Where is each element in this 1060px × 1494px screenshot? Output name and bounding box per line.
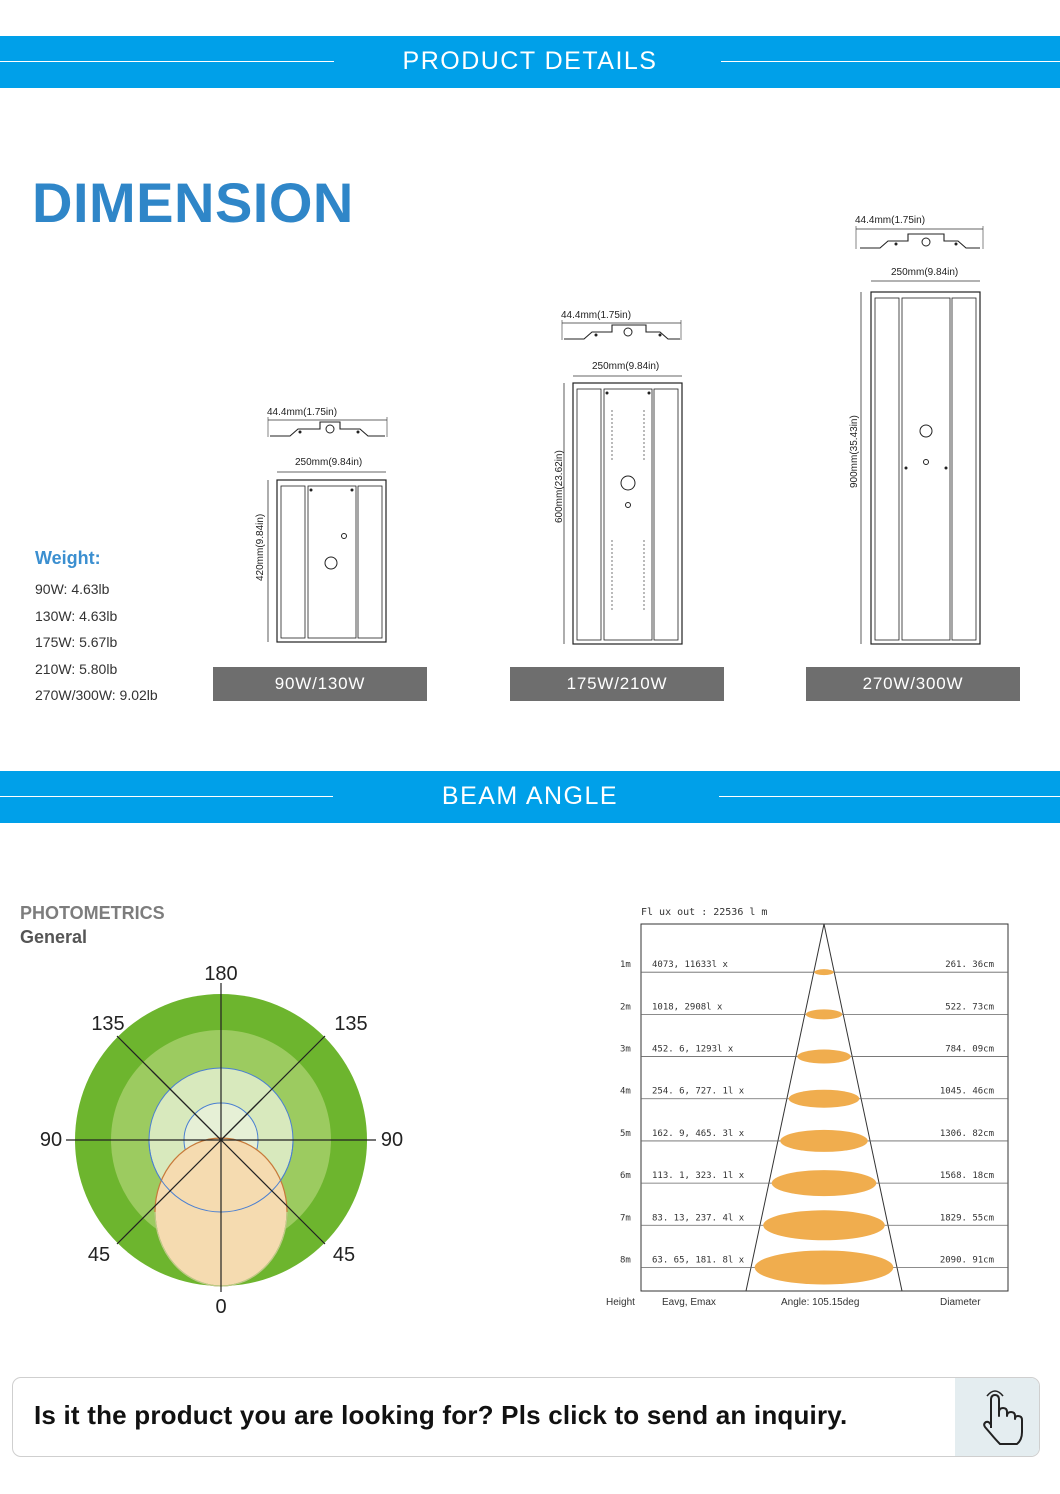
inquiry-button[interactable] bbox=[955, 1378, 1039, 1456]
row-diameter: 784. 09cm bbox=[945, 1044, 994, 1055]
weight-title: Weight: bbox=[35, 548, 101, 568]
flux-label: Fl ux out : 22536 l m bbox=[641, 907, 768, 918]
row-diameter: 1829. 55cm bbox=[939, 1213, 994, 1224]
row-height: 5m bbox=[620, 1128, 631, 1139]
row-diameter: 1568. 18cm bbox=[939, 1171, 994, 1182]
width-label-1: 250mm(9.84in) bbox=[295, 457, 363, 468]
width-label-2: 250mm(9.84in) bbox=[592, 361, 660, 372]
beam-spot bbox=[814, 969, 833, 975]
polar-label-lower-left: 45 bbox=[87, 1244, 111, 1266]
weight-item: 175W: 5.67lb bbox=[35, 634, 118, 650]
row-height: 8m bbox=[620, 1255, 631, 1266]
row-height: 2m bbox=[620, 1002, 631, 1013]
wattage-button-175-210[interactable]: 175W/210W bbox=[510, 667, 724, 701]
row-diameter: 522. 73cm bbox=[945, 1002, 994, 1013]
footer-angle: Angle: 105.15deg bbox=[781, 1297, 860, 1308]
polar-label-upper-right: 135 bbox=[334, 1013, 368, 1035]
beam-spot bbox=[806, 1009, 842, 1019]
row-height: 6m bbox=[620, 1171, 631, 1182]
beam-spot bbox=[797, 1050, 851, 1064]
banner-title: PRODUCT DETAILS bbox=[402, 47, 658, 75]
dimension-heading: DIMENSION bbox=[32, 171, 354, 234]
row-values: 1018, 2908l x bbox=[652, 1002, 723, 1013]
beam-spot bbox=[772, 1170, 877, 1196]
beam-spot bbox=[763, 1210, 885, 1240]
polar-label-right: 90 bbox=[380, 1129, 404, 1151]
hand-pointer-icon[interactable] bbox=[955, 1378, 1039, 1456]
beam-spot bbox=[789, 1090, 860, 1108]
photometrics-title: PHOTOMETRICS bbox=[20, 903, 165, 923]
thickness-label-1: 44.4mm(1.75in) bbox=[267, 407, 338, 418]
polar-label-top: 180 bbox=[204, 963, 238, 985]
row-diameter: 261. 36cm bbox=[945, 960, 994, 971]
row-values: 4073, 11633l x bbox=[652, 960, 728, 971]
polar-label-bottom: 0 bbox=[215, 1296, 227, 1318]
wattage-button-270-300[interactable]: 270W/300W bbox=[806, 667, 1020, 701]
photometrics-subtitle: General bbox=[20, 927, 88, 947]
row-diameter: 1306. 82cm bbox=[939, 1128, 994, 1139]
weight-item: 90W: 4.63lb bbox=[35, 581, 110, 597]
row-diameter: 2090. 91cm bbox=[939, 1255, 994, 1266]
row-height: 3m bbox=[620, 1044, 631, 1055]
row-values: 63. 65, 181. 8l x bbox=[652, 1255, 745, 1266]
height-label-3: 900mm(35.43in) bbox=[849, 415, 860, 488]
row-values: 113. 1, 323. 1l x bbox=[652, 1171, 745, 1182]
polar-label-left: 90 bbox=[39, 1129, 63, 1151]
beam-spot bbox=[780, 1130, 868, 1152]
weight-item: 210W: 5.80lb bbox=[35, 660, 118, 677]
footer-diameter: Diameter bbox=[940, 1297, 981, 1308]
row-height: 7m bbox=[620, 1213, 631, 1224]
row-height: 1m bbox=[620, 960, 631, 971]
height-label-1: 420mm(9.84in) bbox=[255, 513, 266, 581]
banner-title: BEAM ANGLE bbox=[441, 782, 619, 810]
thickness-label-2: 44.4mm(1.75in) bbox=[561, 310, 632, 321]
weight-item: 130W: 4.63lb bbox=[35, 607, 118, 624]
row-height: 4m bbox=[620, 1086, 631, 1097]
row-values: 162. 9, 465. 3l x bbox=[652, 1128, 745, 1139]
polar-label-lower-right: 45 bbox=[332, 1244, 356, 1266]
footer-height: Height bbox=[606, 1297, 635, 1308]
width-label-3: 250mm(9.84in) bbox=[891, 267, 959, 278]
inquiry-bar[interactable] bbox=[12, 1377, 1040, 1457]
thickness-label-3: 44.4mm(1.75in) bbox=[855, 215, 926, 226]
height-label-2: 600mm(23.62in) bbox=[554, 450, 565, 523]
inquiry-text[interactable]: Is it the product you are looking for? Pls click to send an inquiry. bbox=[34, 1400, 848, 1430]
polar-label-upper-left: 135 bbox=[91, 1013, 125, 1035]
weight-item: 270W/300W: 9.02lb bbox=[35, 687, 158, 703]
row-diameter: 1045. 46cm bbox=[939, 1086, 994, 1097]
footer-values: Eavg, Emax bbox=[662, 1297, 716, 1308]
row-values: 452. 6, 1293l x bbox=[652, 1044, 734, 1055]
row-values: 83. 13, 237. 4l x bbox=[652, 1213, 745, 1224]
beam-spot bbox=[755, 1250, 894, 1284]
wattage-button-90-130[interactable]: 90W/130W bbox=[213, 667, 427, 701]
row-values: 254. 6, 727. 1l x bbox=[652, 1086, 745, 1097]
